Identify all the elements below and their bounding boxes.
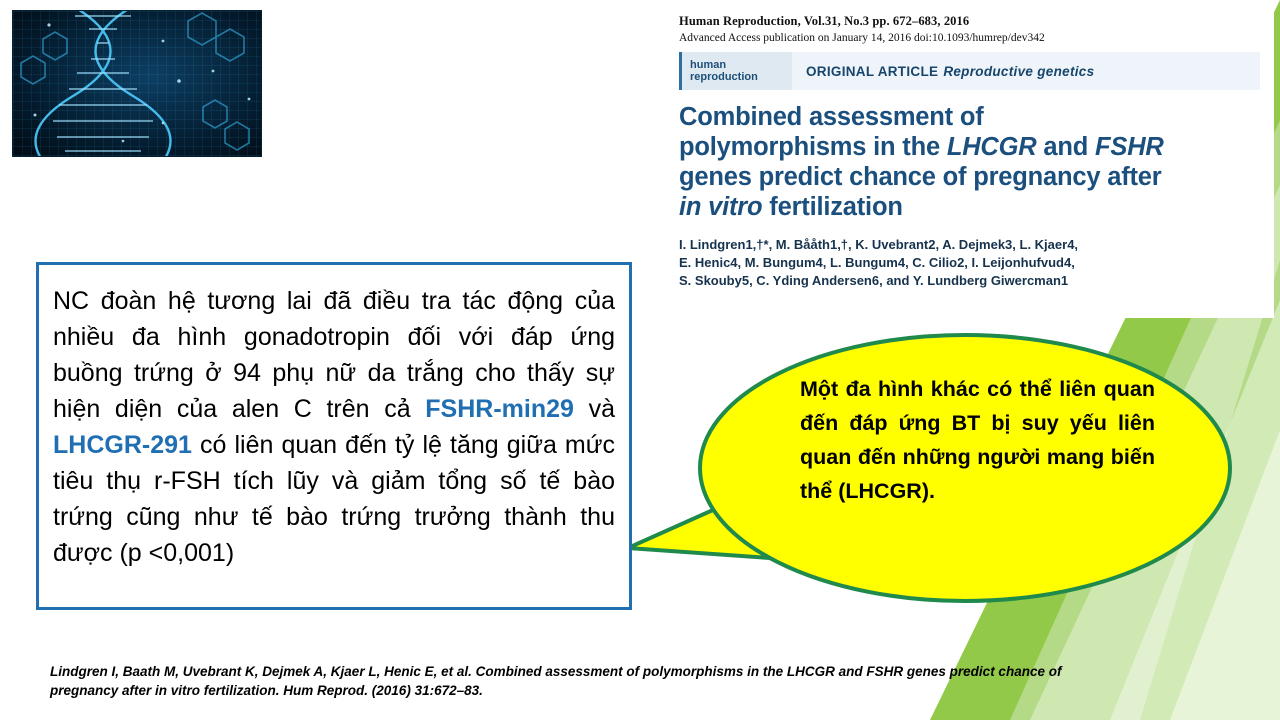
article-title-line-2 (679, 132, 1260, 162)
article-title (679, 102, 1260, 222)
article-title-line-4-rest: fertilization (762, 193, 903, 221)
callout-text: Một đa hình khác có thể liên quan đến đáp ứng BT bị suy yếu liên quan đến những người mang biến thể (LHCGR). (800, 377, 1155, 503)
article-type-label: ORIGINAL ARTICLE (806, 63, 939, 79)
summary-text-part3: có liên quan đến tỷ lệ tăng giữa mức tiêu thụ r-FSH tích lũy và giảm tổng số tế bào trứng cũng như tế bào trứng trưởng thành thu được (p <0,001) (53, 431, 615, 567)
gene-name-lhcgr: LHCGR (946, 133, 1037, 161)
citation-line-2: pregnancy after in vitro fertilization. Hum Reprod. (2016) 31:672–83. (50, 683, 483, 698)
journal-logo (682, 52, 792, 90)
journal-doi-line: Advanced Access publication on January 14, 2016 doi:10.1093/humrep/dev342 (679, 32, 1045, 44)
summary-paragraph (53, 283, 615, 571)
journal-logo-line2: reproduction (690, 71, 758, 83)
journal-header-bar (679, 52, 1260, 90)
authors-line-3: S. Skouby5, C. Yding Andersen6, and Y. Lundberg Giwercman1 (679, 273, 1069, 288)
callout-bubble (620, 330, 1250, 620)
article-section-label: Reproductive genetics (943, 63, 1095, 79)
summary-textbox (36, 262, 632, 610)
journal-logo-line1: human (690, 59, 727, 71)
in-vitro-italic: in vitro (679, 193, 763, 221)
article-title-line-3: genes predict chance of pregnancy after (679, 163, 1162, 191)
highlight-lhcgr-291: LHCGR-291 (53, 431, 192, 459)
citation-line-1: Lindgren I, Baath M, Uvebrant K, Dejmek A, Kjaer L, Henic E, et al. Combined assessment of polymorphisms in the LHCGR and FSHR genes predict chance of (50, 664, 1062, 679)
gene-name-fshr: FSHR (1095, 133, 1164, 161)
summary-text-part2: và (573, 395, 615, 423)
dna-helix-graphic (13, 11, 261, 156)
article-authors (679, 236, 1260, 290)
citation (50, 662, 1250, 700)
authors-line-2: E. Henic4, M. Bungum4, L. Bungum4, C. Cilio2, I. Leijonhufvud4, (679, 255, 1075, 270)
article-title-line-2a: polymorphisms in the (679, 133, 947, 161)
article-title-line-4 (679, 192, 1260, 222)
dna-illustration (12, 10, 262, 157)
article-type-bar (792, 52, 1260, 90)
journal-reference-line: Human Reproduction, Vol.31, No.3 pp. 672–683, 2016 (679, 14, 970, 28)
article-title-line-1: Combined assessment of (679, 103, 984, 131)
article-title-line-2b: and (1036, 133, 1096, 161)
summary-text-part1: NC đoàn hệ tương lai đã điều tra tác động của nhiều đa hình gonadotropin đối với đáp ứng buồng trứng ở 94 phụ nữ da trắng cho thấy sự hiện diện của alen C trên cả (53, 287, 615, 423)
authors-line-1: I. Lindgren1,†*, M. Bååth1,†, K. Uvebrant2, A. Dejmek3, L. Kjaer4, (679, 237, 1079, 252)
highlight-fshr-min29: FSHR-min29 (425, 395, 574, 423)
journal-article-scan (665, 6, 1274, 318)
